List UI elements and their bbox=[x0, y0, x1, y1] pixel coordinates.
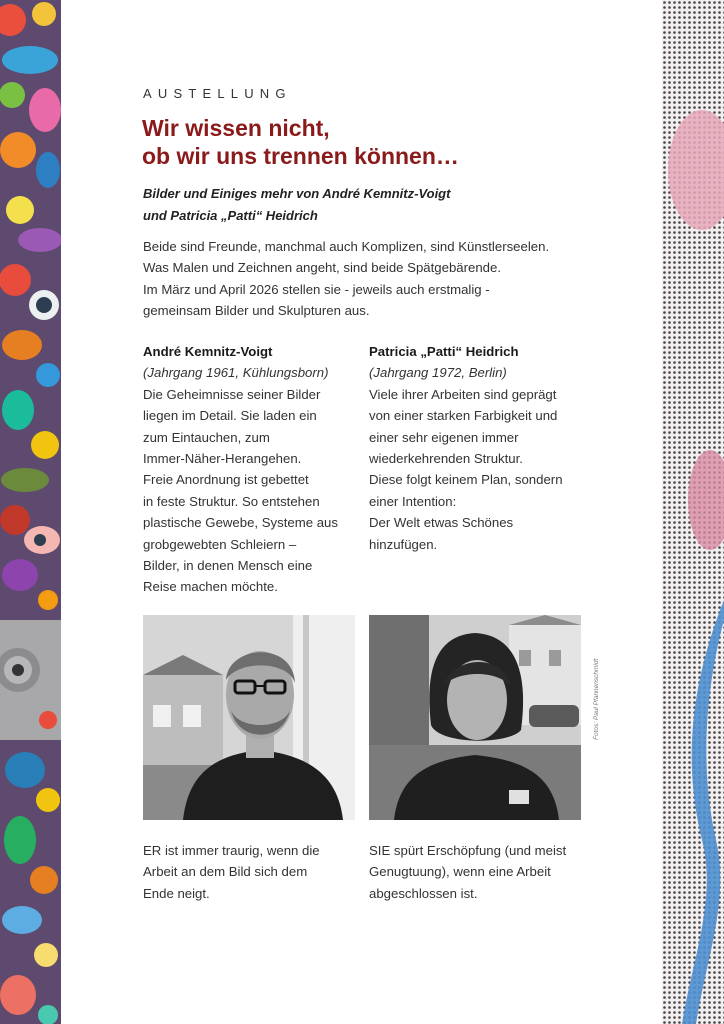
caption-andre bbox=[143, 840, 363, 904]
intro-line: Beide sind Freunde, manchmal auch Komplizen, sind Künstlerseelen. bbox=[143, 239, 550, 254]
caption-line: Ende neigt. bbox=[143, 885, 210, 901]
artist-text-line: wiederkehrenden Struktur. bbox=[369, 451, 523, 467]
artist-text-line: liegen im Detail. Sie laden ein bbox=[143, 408, 317, 424]
subtitle-line: Bilder und Einiges mehr von André Kemnitz-Voigt bbox=[143, 186, 451, 201]
artist-text-line: in feste Struktur. So entstehen bbox=[143, 493, 320, 509]
subtitle-line: und Patricia „Patti“ Heidrich bbox=[143, 208, 318, 223]
subtitle bbox=[143, 183, 450, 227]
page-title bbox=[142, 114, 459, 170]
intro-line: Im März und April 2026 stellen sie - jeweils auch erstmalig - bbox=[143, 281, 490, 297]
caption-line: Genugtuung), wenn eine Arbeit bbox=[369, 864, 551, 880]
artist-text-line: Freie Anordnung ist gebettet bbox=[143, 472, 309, 488]
artist-text-line: Die Geheimnisse seiner Bilder bbox=[143, 386, 321, 402]
artist-name: Patricia „Patti“ Heidrich bbox=[369, 344, 519, 359]
intro-paragraph bbox=[143, 236, 613, 322]
intro-line: Was Malen und Zeichnen angeht, sind beide Spätgebärende. bbox=[143, 260, 502, 276]
artist-name: André Kemnitz-Voigt bbox=[143, 344, 273, 359]
artist-text-line: von einer starken Farbigkeit und bbox=[369, 408, 558, 424]
photo-credit-text: Fotos: Paul Pfannenschmidt bbox=[593, 658, 600, 740]
title-line: ob wir uns trennen können… bbox=[142, 143, 459, 169]
photo-patricia bbox=[369, 615, 581, 820]
artist-meta: (Jahrgang 1972, Berlin) bbox=[369, 365, 507, 381]
right-artwork-strip bbox=[662, 0, 724, 1024]
title-line: Wir wissen nicht, bbox=[142, 115, 330, 141]
artist-text-line: hinzufügen. bbox=[369, 536, 438, 552]
photo-andre bbox=[143, 615, 355, 820]
artist-text-line: Viele ihrer Arbeiten sind geprägt bbox=[369, 386, 557, 402]
artist-column-andre bbox=[143, 341, 363, 598]
artist-text-line: zum Eintauchen, zum bbox=[143, 429, 270, 445]
artist-text-line: Reise machen möchte. bbox=[143, 579, 278, 595]
caption-line: Arbeit an dem Bild sich dem bbox=[143, 864, 308, 880]
artist-text-line: einer sehr eigenen immer bbox=[369, 429, 519, 445]
left-artwork-strip bbox=[0, 0, 61, 1024]
artist-text-line: Der Welt etwas Schönes bbox=[369, 515, 514, 531]
caption-line: SIE spürt Erschöpfung (und meist bbox=[369, 843, 567, 858]
caption-patricia bbox=[369, 840, 589, 904]
artist-text-line: plastische Gewebe, Systeme aus bbox=[143, 515, 338, 531]
artist-text-line: Immer-Näher-Herangehen. bbox=[143, 451, 302, 467]
section-label: AUSTELLUNG bbox=[143, 86, 292, 101]
artist-text-line: einer Intention: bbox=[369, 493, 457, 509]
artist-meta: (Jahrgang 1961, Kühlungsborn) bbox=[143, 365, 329, 381]
artist-column-patricia bbox=[369, 341, 589, 555]
photo-credit bbox=[584, 622, 600, 742]
artist-text-line: Diese folgt keinem Plan, sondern bbox=[369, 472, 563, 488]
artist-text-line: Bilder, in denen Mensch eine bbox=[143, 558, 313, 574]
caption-line: abgeschlossen ist. bbox=[369, 885, 478, 901]
intro-line: gemeinsam Bilder und Skulpturen aus. bbox=[143, 303, 370, 319]
caption-line: ER ist immer traurig, wenn die bbox=[143, 843, 320, 858]
artist-text-line: grobgewebten Schleiern – bbox=[143, 536, 297, 552]
